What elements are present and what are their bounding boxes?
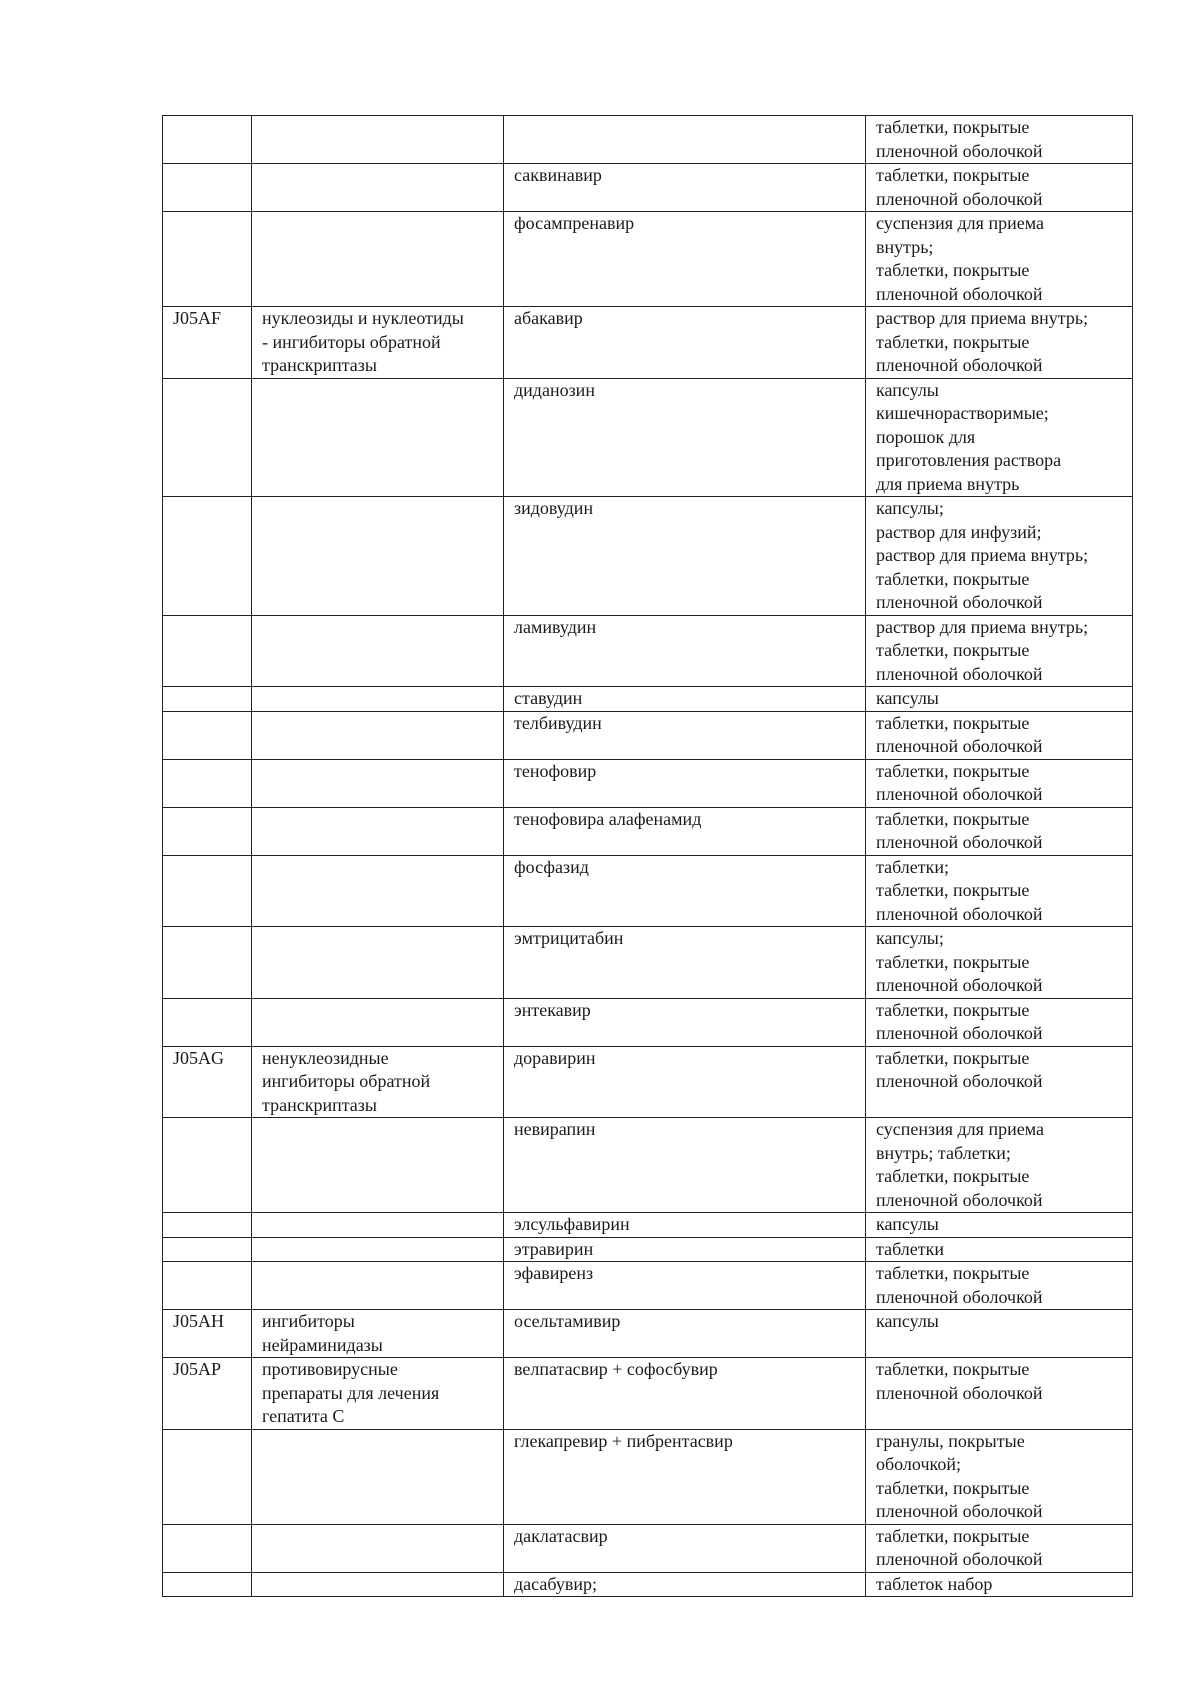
pharmacological-group-cell: [252, 164, 504, 212]
pharmacological-group-cell: [252, 497, 504, 616]
table-row: [163, 1429, 1133, 1524]
table-row: [163, 687, 1133, 712]
atc-code-cell: [163, 807, 252, 855]
atc-code-cell: [163, 497, 252, 616]
dosage-form-cell: капсулы; раствор для инфузий; раствор для приема внутрь; таблетки, покрытые пленочной оболочкой: [866, 497, 1133, 616]
dosage-form-cell: таблетки, покрытые пленочной оболочкой: [866, 1358, 1133, 1430]
dosage-form-cell: таблетки, покрытые пленочной оболочкой: [866, 164, 1133, 212]
pharmacological-group-cell: [252, 711, 504, 759]
pharmacological-group-cell: ненуклеозидные ингибиторы обратной транскриптазы: [252, 1046, 504, 1118]
drug-name-cell: абакавир: [504, 307, 866, 379]
atc-code-cell: [163, 1237, 252, 1262]
atc-code-cell: [163, 687, 252, 712]
table-row: [163, 1237, 1133, 1262]
dosage-form-cell: гранулы, покрытые оболочкой; таблетки, покрытые пленочной оболочкой: [866, 1429, 1133, 1524]
atc-code-cell: J05AF: [163, 307, 252, 379]
drug-name-cell: фосампренавир: [504, 212, 866, 307]
dosage-form-cell: суспензия для приема внутрь; таблетки, покрытые пленочной оболочкой: [866, 212, 1133, 307]
table-row: [163, 1358, 1133, 1430]
pharmacological-group-cell: [252, 1237, 504, 1262]
table-row: [163, 759, 1133, 807]
drug-name-cell: телбивудин: [504, 711, 866, 759]
dosage-form-cell: раствор для приема внутрь; таблетки, покрытые пленочной оболочкой: [866, 307, 1133, 379]
drug-name-cell: фосфазид: [504, 855, 866, 927]
dosage-form-cell: капсулы: [866, 687, 1133, 712]
pharmacological-group-cell: [252, 855, 504, 927]
atc-code-cell: [163, 1213, 252, 1238]
atc-code-cell: [163, 1429, 252, 1524]
dosage-form-cell: раствор для приема внутрь; таблетки, покрытые пленочной оболочкой: [866, 615, 1133, 687]
drug-name-cell: зидовудин: [504, 497, 866, 616]
table-row: [163, 212, 1133, 307]
atc-code-cell: [163, 1118, 252, 1213]
pharmacological-group-cell: [252, 1262, 504, 1310]
drug-name-cell: дасабувир;: [504, 1572, 866, 1597]
pharmacological-group-cell: [252, 927, 504, 999]
drug-name-cell: этравирин: [504, 1237, 866, 1262]
table-row: [163, 307, 1133, 379]
atc-code-cell: [163, 116, 252, 164]
table-row: [163, 378, 1133, 497]
drug-name-cell: глекапревир + пибрентасвир: [504, 1429, 866, 1524]
atc-code-cell: [163, 1572, 252, 1597]
table-row: [163, 855, 1133, 927]
drug-name-cell: саквинавир: [504, 164, 866, 212]
pharmacological-group-cell: [252, 378, 504, 497]
dosage-form-cell: капсулы: [866, 1310, 1133, 1358]
atc-code-cell: [163, 164, 252, 212]
pharmacological-group-cell: [252, 1429, 504, 1524]
table-row: [163, 807, 1133, 855]
atc-code-cell: [163, 1524, 252, 1572]
drug-name-cell: невирапин: [504, 1118, 866, 1213]
drug-name-cell: диданозин: [504, 378, 866, 497]
dosage-form-cell: суспензия для приема внутрь; таблетки; таблетки, покрытые пленочной оболочкой: [866, 1118, 1133, 1213]
pharmacological-group-cell: [252, 615, 504, 687]
pharmacological-group-cell: [252, 116, 504, 164]
table-row: [163, 711, 1133, 759]
dosage-form-cell: таблетки, покрытые пленочной оболочкой: [866, 759, 1133, 807]
table-row: [163, 1310, 1133, 1358]
pharmacological-group-cell: [252, 1213, 504, 1238]
pharmacological-group-cell: ингибиторы нейраминидазы: [252, 1310, 504, 1358]
table-row: [163, 998, 1133, 1046]
drug-name-cell: [504, 116, 866, 164]
atc-code-cell: [163, 212, 252, 307]
table-row: [163, 1572, 1133, 1597]
dosage-form-cell: таблетки: [866, 1237, 1133, 1262]
drug-table-body: [163, 116, 1133, 1597]
atc-code-cell: [163, 998, 252, 1046]
dosage-form-cell: таблетки, покрытые пленочной оболочкой: [866, 1524, 1133, 1572]
dosage-form-cell: капсулы кишечнорастворимые; порошок для приготовления раствора для приема внутрь: [866, 378, 1133, 497]
pharmacological-group-cell: [252, 998, 504, 1046]
table-row: [163, 116, 1133, 164]
table-row: [163, 1046, 1133, 1118]
table-row: [163, 1118, 1133, 1213]
drug-table: [162, 115, 1133, 1597]
atc-code-cell: J05AH: [163, 1310, 252, 1358]
dosage-form-cell: таблетки, покрытые пленочной оболочкой: [866, 1046, 1133, 1118]
pharmacological-group-cell: [252, 212, 504, 307]
table-row: [163, 497, 1133, 616]
dosage-form-cell: таблетки, покрытые пленочной оболочкой: [866, 1262, 1133, 1310]
dosage-form-cell: таблетки; таблетки, покрытые пленочной оболочкой: [866, 855, 1133, 927]
table-row: [163, 927, 1133, 999]
atc-code-cell: [163, 711, 252, 759]
drug-name-cell: даклатасвир: [504, 1524, 866, 1572]
drug-name-cell: осельтамивир: [504, 1310, 866, 1358]
dosage-form-cell: таблетки, покрытые пленочной оболочкой: [866, 998, 1133, 1046]
dosage-form-cell: капсулы: [866, 1213, 1133, 1238]
dosage-form-cell: таблетки, покрытые пленочной оболочкой: [866, 116, 1133, 164]
dosage-form-cell: таблеток набор: [866, 1572, 1133, 1597]
atc-code-cell: [163, 1262, 252, 1310]
pharmacological-group-cell: нуклеозиды и нуклеотиды - ингибиторы обратной транскриптазы: [252, 307, 504, 379]
dosage-form-cell: таблетки, покрытые пленочной оболочкой: [866, 807, 1133, 855]
pharmacological-group-cell: [252, 759, 504, 807]
pharmacological-group-cell: [252, 1572, 504, 1597]
drug-name-cell: велпатасвир + софосбувир: [504, 1358, 866, 1430]
atc-code-cell: J05AP: [163, 1358, 252, 1430]
drug-name-cell: ставудин: [504, 687, 866, 712]
pharmacological-group-cell: [252, 1524, 504, 1572]
drug-name-cell: тенофовир: [504, 759, 866, 807]
table-row: [163, 615, 1133, 687]
dosage-form-cell: капсулы; таблетки, покрытые пленочной оболочкой: [866, 927, 1133, 999]
dosage-form-cell: таблетки, покрытые пленочной оболочкой: [866, 711, 1133, 759]
atc-code-cell: [163, 615, 252, 687]
drug-name-cell: энтекавир: [504, 998, 866, 1046]
atc-code-cell: J05AG: [163, 1046, 252, 1118]
atc-code-cell: [163, 927, 252, 999]
drug-name-cell: эфавиренз: [504, 1262, 866, 1310]
pharmacological-group-cell: [252, 1118, 504, 1213]
table-row: [163, 1524, 1133, 1572]
drug-name-cell: ламивудин: [504, 615, 866, 687]
table-row: [163, 164, 1133, 212]
table-row: [163, 1262, 1133, 1310]
pharmacological-group-cell: [252, 687, 504, 712]
table-row: [163, 1213, 1133, 1238]
drug-name-cell: доравирин: [504, 1046, 866, 1118]
drug-name-cell: эмтрицитабин: [504, 927, 866, 999]
pharmacological-group-cell: [252, 807, 504, 855]
atc-code-cell: [163, 759, 252, 807]
drug-name-cell: тенофовира алафенамид: [504, 807, 866, 855]
atc-code-cell: [163, 855, 252, 927]
drug-name-cell: элсульфавирин: [504, 1213, 866, 1238]
pharmacological-group-cell: противовирусные препараты для лечения гепатита С: [252, 1358, 504, 1430]
atc-code-cell: [163, 378, 252, 497]
